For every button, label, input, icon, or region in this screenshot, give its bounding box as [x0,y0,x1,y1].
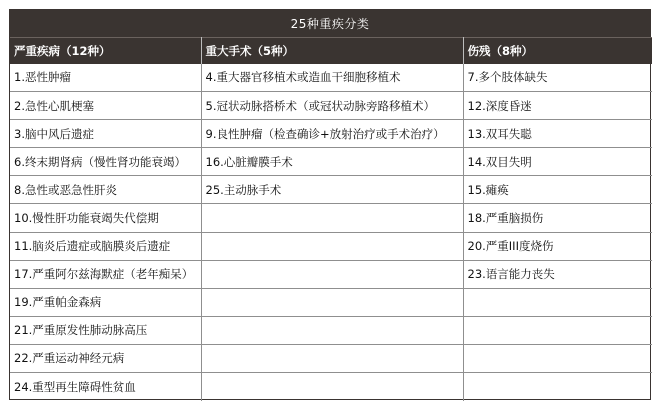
cell-severe-disease: 24.重型再生障碍性贫血 [10,373,201,401]
cell-disability: 14.双目失明 [463,148,652,176]
header-disability: 伤残（8种） [463,38,652,64]
cell-major-surgery [201,260,463,288]
cell-major-surgery [201,288,463,316]
header-major-surgery: 重大手术（5种） [201,38,463,64]
table-row [10,204,652,232]
table-title: 25种重疾分类 [10,10,650,37]
cell-disability: 18.严重脑损伤 [463,204,652,232]
cell-severe-disease: 22.严重运动神经元病 [10,344,201,372]
cell-major-surgery [201,204,463,232]
cell-major-surgery [201,232,463,260]
cell-disability [463,288,652,316]
cell-severe-disease: 3.脑中风后遗症 [10,120,201,148]
cell-severe-disease: 6.终末期肾病（慢性肾功能衰竭） [10,148,201,176]
table-row [10,373,652,401]
header-severe-disease: 严重疾病（12种） [10,38,201,64]
table-row [10,176,652,204]
cell-disability: 12.深度昏迷 [463,92,652,120]
cell-major-surgery [201,316,463,344]
header-row [10,38,652,64]
table-row [10,344,652,372]
cell-severe-disease: 8.急性或恶急性肝炎 [10,176,201,204]
table-row [10,92,652,120]
cell-disability: 20.严重III度烧伤 [463,232,652,260]
cell-disability [463,373,652,401]
cell-major-surgery: 5.冠状动脉搭桥术（或冠状动脉旁路移植术） [201,92,463,120]
table-row [10,260,652,288]
cell-major-surgery [201,344,463,372]
cell-major-surgery [201,373,463,401]
table-row [10,232,652,260]
cell-severe-disease: 11.脑炎后遗症或脑膜炎后遗症 [10,232,201,260]
cell-disability: 23.语言能力丧失 [463,260,652,288]
cell-disability: 15.瘫痪 [463,176,652,204]
cell-severe-disease: 17.严重阿尔兹海默症（老年痴呆） [10,260,201,288]
cell-severe-disease: 1.恶性肿瘤 [10,64,201,92]
table-row [10,64,652,92]
cell-major-surgery: 25.主动脉手术 [201,176,463,204]
table-row [10,120,652,148]
cell-severe-disease: 2.急性心肌梗塞 [10,92,201,120]
table-row [10,148,652,176]
cell-disability: 7.多个肢体缺失 [463,64,652,92]
table-row [10,288,652,316]
cell-major-surgery: 16.心脏瓣膜手术 [201,148,463,176]
cell-severe-disease: 10.慢性肝功能衰竭失代偿期 [10,204,201,232]
cell-severe-disease: 21.严重原发性肺动脉高压 [10,316,201,344]
cell-disability [463,344,652,372]
disease-classification-table [9,9,651,400]
cell-major-surgery: 4.重大器官移植术或造血干细胞移植术 [201,64,463,92]
cell-disability [463,316,652,344]
classification-grid [10,37,652,401]
table-row [10,316,652,344]
cell-disability: 13.双耳失聪 [463,120,652,148]
cell-severe-disease: 19.严重帕金森病 [10,288,201,316]
cell-major-surgery: 9.良性肿瘤（检查确诊+放射治疗或手术治疗） [201,120,463,148]
